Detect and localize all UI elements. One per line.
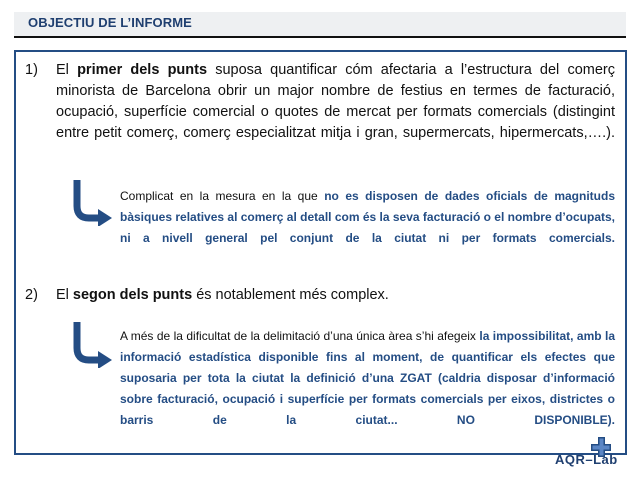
text-pre: El — [56, 62, 78, 78]
list-number: 2) — [25, 287, 38, 303]
text-bold: primer dels punts — [77, 62, 208, 78]
note-plain: A més de la dificultat de la delimitació d’una única àrea s’hi afegeix — [120, 329, 480, 343]
note-highlight: la impossibilitat, amb la informació estadística disponible fins al moment, de quantificar els efectes que suposaria per tota la ciutat la definició d’una ZGAT (caldria disposar d’informació sobre facturació, ocupació i superfície per formats comercials per eixos, districtes o barris de la ciutat... NO DISPONIBLE). — [120, 329, 615, 427]
list-item-2 — [25, 285, 615, 309]
list-number: 1) — [25, 62, 38, 78]
curved-arrow-icon — [68, 320, 116, 368]
list-text — [56, 285, 615, 306]
text-post: suposa quantificar cóm afectaria a l’estructura del comerç minorista de Barcelona obrir un major nombre de festius en termes de facturació, ocupació, superfície comercial o quotes de mercat per formats comercials (distingint entre petit comerç, comerç especialitzat mitja i gran, supermercats, hipermercats,….). — [56, 62, 615, 141]
note-2 — [120, 326, 615, 452]
curved-arrow-icon — [68, 178, 116, 226]
list-item-1 — [25, 60, 615, 170]
note-plain: Complicat en la mesura en la que — [120, 189, 325, 203]
text-pre: El — [56, 287, 73, 303]
list-text — [56, 60, 615, 165]
note-highlight: no es disposen de dades oficials de magnituds bàsiques relatives al comerç al detall com és la seva facturació o el nombre d’ocupats, ni a nivell general pel conjunt de la ciutat ni per formats comercials. — [120, 189, 615, 245]
logo-text: AQR–Lab — [555, 452, 618, 467]
text-bold: segon dels punts — [72, 287, 193, 303]
header-divider — [14, 36, 626, 38]
note-1 — [120, 186, 615, 270]
text-post: és notablement més complex. — [192, 287, 389, 303]
page-title: OBJECTIU DE L’INFORME — [28, 15, 192, 30]
